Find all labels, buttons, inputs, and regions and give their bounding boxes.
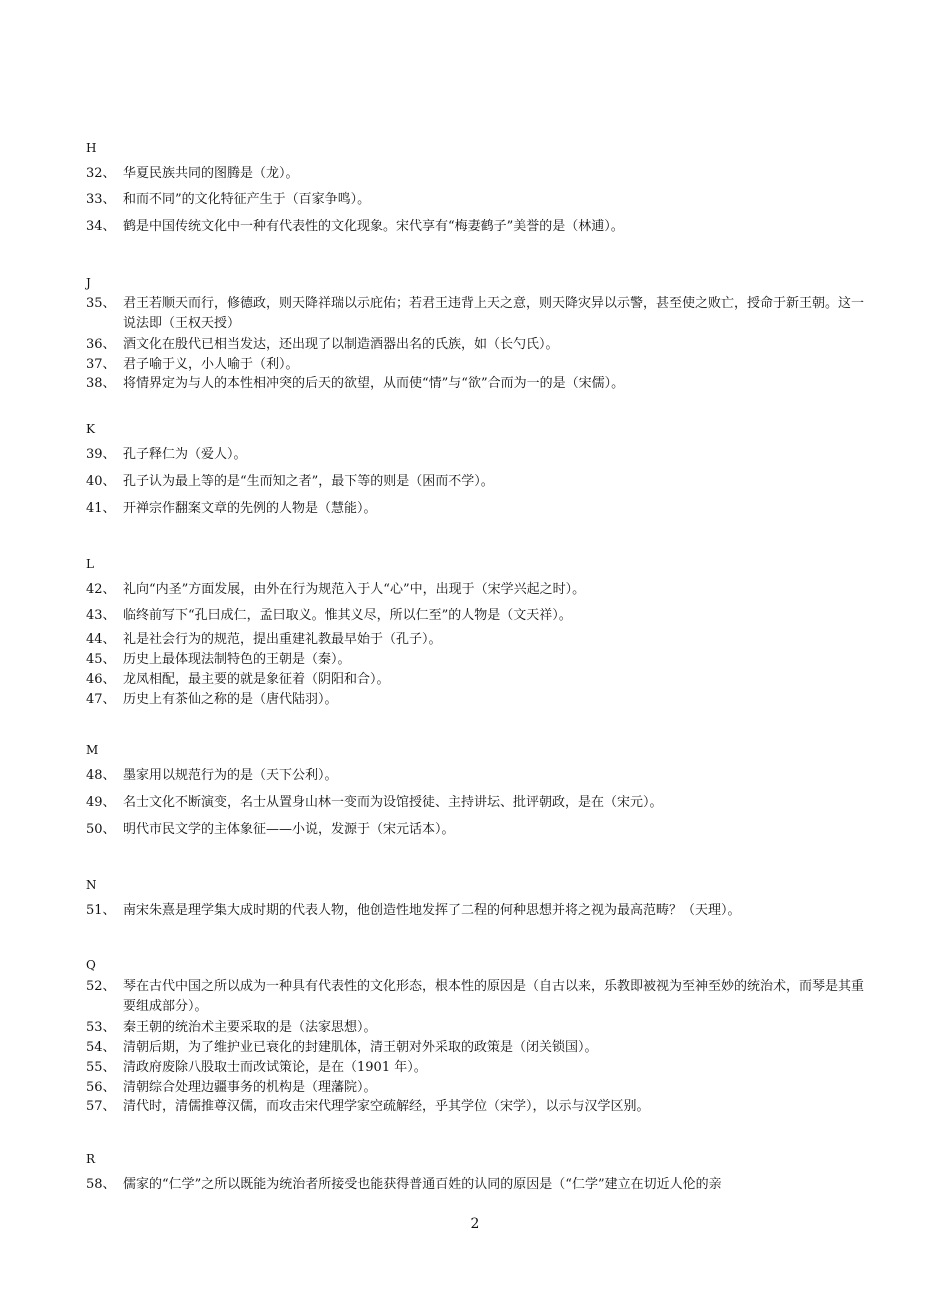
list-item	[86, 901, 876, 921]
item-number: 34、	[86, 219, 116, 234]
list-item	[86, 766, 876, 786]
item-text: 临终前写下“孔曰成仁，孟曰取义。惟其义尽，所以仁至”的人物是（文天祥）。	[123, 608, 572, 623]
item-number: 57、	[86, 1099, 116, 1114]
item-number: 41、	[86, 501, 116, 516]
list-item	[86, 606, 876, 626]
list-item	[86, 977, 876, 1017]
list-item	[86, 820, 876, 840]
list-item	[86, 630, 876, 650]
item-text: 孔子认为最上等的是“生而知之者”，最下等的则是（困而不学）。	[123, 474, 494, 489]
section-letter-l: L	[86, 557, 94, 571]
item-number: 56、	[86, 1080, 116, 1095]
item-number: 46、	[86, 672, 116, 687]
item-number: 39、	[86, 447, 116, 462]
item-text: 君子喻于义，小人喻于（利）。	[123, 357, 299, 372]
list-item	[86, 1097, 876, 1117]
item-text: 名士文化不断演变，名士从置身山林一变而为设馆授徒、主持讲坛、批评朝政，是在（宋元）。	[123, 795, 663, 810]
list-item	[86, 217, 876, 237]
item-number: 38、	[86, 376, 116, 391]
item-text: 华夏民族共同的图腾是（龙）。	[123, 166, 299, 181]
item-text: 龙凤相配，最主要的就是象征着（阴阳和合）。	[123, 672, 390, 687]
item-number: 49、	[86, 795, 116, 810]
list-item	[86, 1018, 876, 1038]
section-letter-k: K	[86, 422, 95, 436]
section-letter-n: N	[86, 878, 97, 892]
section-letter-q: Q	[86, 958, 96, 972]
item-text: 明代市民文学的主体象征——小说，发源于（宋元话本）。	[123, 822, 455, 837]
list-item	[86, 164, 876, 184]
section-letter-r: R	[86, 1152, 96, 1166]
list-item	[86, 1038, 876, 1058]
list-item	[86, 690, 876, 710]
list-item	[86, 335, 876, 355]
item-number: 52、	[86, 979, 116, 994]
list-item	[86, 1175, 876, 1195]
item-number: 36、	[86, 337, 116, 352]
list-item	[86, 355, 876, 375]
item-number: 51、	[86, 903, 116, 918]
item-number: 58、	[86, 1177, 116, 1192]
item-number: 32、	[86, 166, 116, 181]
item-number: 40、	[86, 474, 116, 489]
item-text: 清朝后期，为了维护业已衰化的封建肌体，清王朝对外采取的政策是（闭关锁国）。	[123, 1040, 598, 1055]
item-number: 45、	[86, 652, 116, 667]
section-letter-j: J	[86, 276, 91, 290]
item-text: 儒家的“仁学”之所以既能为统治者所接受也能获得普通百姓的认同的原因是（“仁学”建立在切近人伦的亲	[123, 1177, 722, 1192]
item-number: 42、	[86, 582, 116, 597]
list-item	[86, 580, 876, 600]
section-letter-m: M	[86, 743, 99, 757]
item-text: 清政府废除八股取士而改试策论，是在（1901 年）。	[123, 1060, 427, 1075]
item-text: 秦王朝的统治术主要采取的是（法家思想）。	[123, 1020, 377, 1035]
list-item	[86, 650, 876, 670]
list-item	[86, 472, 876, 492]
item-text: 清朝综合处理边疆事务的机构是（理藩院）。	[123, 1080, 377, 1095]
item-number: 48、	[86, 768, 116, 783]
list-item	[86, 793, 876, 813]
item-number: 54、	[86, 1040, 116, 1055]
item-text: 开禅宗作翻案文章的先例的人物是（慧能）。	[123, 501, 377, 516]
item-text: 和而不同”的文化特征产生于（百家争鸣）。	[123, 192, 371, 207]
item-text: 将情界定为与人的本性相冲突的后天的欲望，从而使“情”与“欲”合而为一的是（宋儒）。	[123, 376, 625, 391]
item-text: 鹤是中国传统文化中一种有代表性的文化现象。宋代享有“梅妻鹤子”美誉的是（林逋）。	[123, 219, 624, 234]
item-text: 琴在古代中国之所以成为一种具有代表性的文化形态，根本性的原因是（自古以来，乐教即被视为至神至妙的统治术，而琴是其重要组成部分）。	[123, 979, 865, 1014]
item-number: 44、	[86, 632, 116, 647]
list-item	[86, 374, 876, 394]
list-item	[86, 294, 876, 334]
item-text: 礼是社会行为的规范，提出重建礼教最早始于（孔子）。	[123, 632, 442, 647]
list-item	[86, 499, 876, 519]
list-item	[86, 670, 876, 690]
item-number: 33、	[86, 192, 116, 207]
list-item	[86, 1078, 876, 1098]
item-number: 37、	[86, 357, 116, 372]
item-number: 35、	[86, 296, 116, 311]
item-text: 孔子释仁为（爱人）。	[123, 447, 247, 462]
list-item	[86, 445, 876, 465]
item-number: 47、	[86, 692, 116, 707]
item-text: 历史上最体现法制特色的王朝是（秦）。	[123, 652, 351, 667]
item-text: 清代时，清儒推尊汉儒，而攻击宋代理学家空疏解经，乎其学位（宋学），以示与汉学区别。	[123, 1099, 650, 1114]
item-text: 君王若顺天而行，修德政，则天降祥瑞以示庇佑；若君王违背上天之意，则天降灾异以示警，甚至使之败亡，授命于新王朝。这一说法即（王权天授）	[123, 296, 865, 331]
item-text: 历史上有茶仙之称的是（唐代陆羽）。	[123, 692, 338, 707]
item-text: 墨家用以规范行为的是（天下公利）。	[123, 768, 338, 783]
item-number: 50、	[86, 822, 116, 837]
page-number: 2	[470, 1216, 480, 1232]
item-text: 南宋朱熹是理学集大成时期的代表人物，他创造性地发挥了二程的何种思想并将之视为最高范畴？（天理）。	[123, 903, 741, 918]
list-item	[86, 190, 876, 210]
item-number: 43、	[86, 608, 116, 623]
item-number: 53、	[86, 1020, 116, 1035]
item-number: 55、	[86, 1060, 116, 1075]
item-text: 礼向“内圣”方面发展，由外在行为规范入于人“心”中，出现于（宋学兴起之时）。	[123, 582, 586, 597]
item-text: 酒文化在殷代已相当发达，还出现了以制造酒器出名的氏族，如（长勺氏）。	[123, 337, 559, 352]
list-item	[86, 1058, 876, 1078]
section-letter-h: H	[86, 141, 97, 155]
